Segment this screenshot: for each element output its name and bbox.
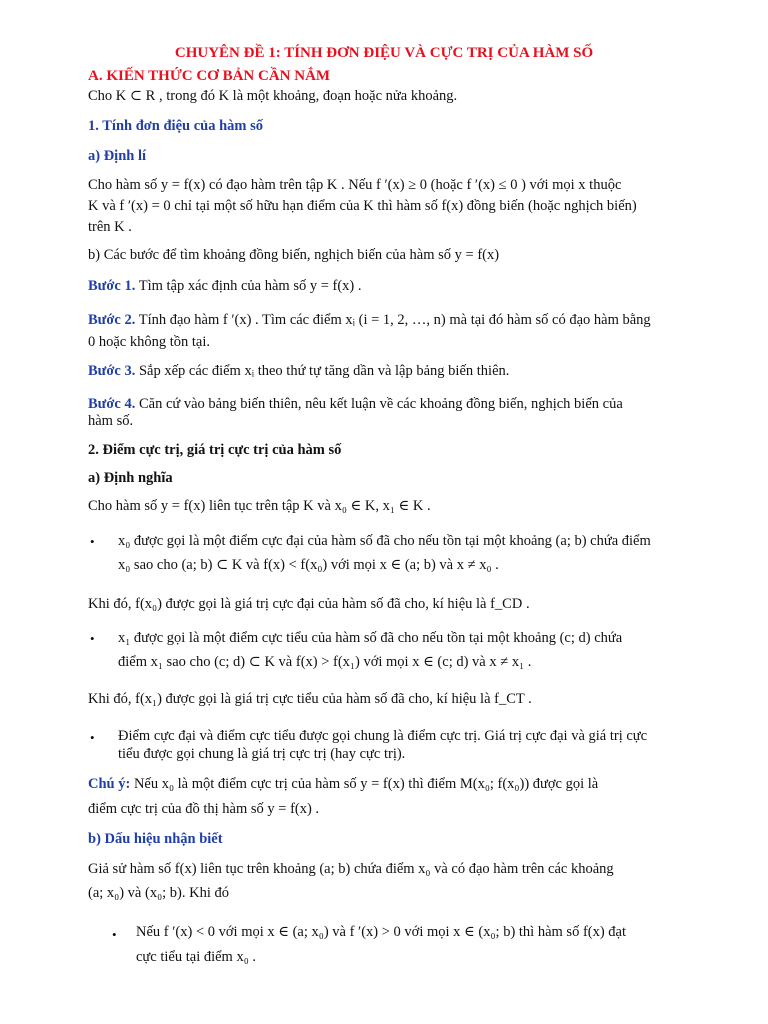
step-4-text: Căn cứ vào bảng biến thiên, nêu kết luận về các khoảng đồng biến, nghịch biến của	[138, 396, 623, 412]
step-1-label: Bước 1.	[88, 278, 136, 294]
bullet-1-line-2: x₀ sao cho (a; b) ⊂ K và f(x) < f(x₀) với mọi x ∈ (a; b) và x ≠ x₀ .	[118, 557, 499, 573]
theorem-line-3: trên K .	[88, 219, 132, 235]
step-4	[88, 395, 623, 413]
heading-2: 2. Điểm cực trị, giá trị cực trị của hàm số	[88, 442, 342, 458]
step-3	[88, 362, 509, 380]
intro-text: Cho K ⊂ R , trong đó K là một khoảng, đoạn hoặc nửa khoảng.	[88, 88, 458, 104]
bullet-1-line-1: x₀ được gọi là một điểm cực đại của hàm số đã cho nếu tồn tại một khoảng (a; b) chứa điểm	[118, 533, 651, 549]
khi-do-1: Khi đó, f(x₀) được gọi là giá trị cực đại của hàm số đã cho, kí hiệu là f_CD .	[88, 596, 530, 612]
step-1-text: Tìm tập xác định của hàm số y = f(x) .	[138, 278, 362, 294]
theorem-line-1: Cho hàm số y = f(x) có đạo hàm trên tập K . Nếu f ′(x) ≥ 0 (hoặc f ′(x) ≤ 0 ) với mọi x thuộc	[88, 177, 622, 193]
bullet-4: •	[112, 927, 117, 942]
step-2-line-2: 0 hoặc không tồn tại.	[88, 334, 211, 350]
heading-2a: a) Định nghĩa	[88, 470, 173, 486]
step-3-label: Bước 3.	[88, 363, 136, 379]
bullet-3-line-1: Điểm cực đại và điểm cực tiểu được gọi chung là điểm cực trị. Giá trị cực đại và giá trị cực	[118, 728, 648, 744]
note-line-2: điểm cực trị của đồ thị hàm số y = f(x) .	[88, 801, 320, 817]
bullet-3-line-2: tiểu được gọi chung là giá trị cực trị (hay cực trị).	[118, 746, 406, 762]
bullet-2-line-2: điểm x₁ sao cho (c; d) ⊂ K và f(x) > f(x₁) với mọi x ∈ (c; d) và x ≠ x₁ .	[118, 654, 532, 670]
step-2-text: Tính đạo hàm f ′(x) . Tìm các điểm xᵢ (i = 1, 2, …, n) mà tại đó hàm số có đạo hàm bằng	[138, 312, 651, 328]
document-title: CHUYÊN ĐỀ 1: TÍNH ĐƠN ĐIỆU VÀ CỰC TRỊ CỦA HÀM SỐ	[174, 45, 594, 61]
khi-do-2: Khi đó, f(x₁) được gọi là giá trị cực tiểu của hàm số đã cho, kí hiệu là f_CT .	[88, 691, 532, 707]
definition-intro: Cho hàm số y = f(x) liên tục trên tập K và x₀ ∈ K, x₁ ∈ K .	[88, 498, 431, 514]
section-a-heading: A. KIẾN THỨC CƠ BẢN CẦN NẮM	[88, 68, 331, 84]
heading-1a: a) Định lí	[88, 148, 147, 164]
step-4-line-2: hàm số.	[88, 413, 134, 429]
sign-line-1: Giả sử hàm số f(x) liên tục trên khoảng (a; b) chứa điểm x₀ và có đạo hàm trên các khoảng	[88, 861, 614, 877]
step-2	[88, 311, 651, 329]
step-3-text: Sắp xếp các điểm xᵢ theo thứ tự tăng dần và lập bảng biến thiên.	[138, 363, 510, 379]
step-1	[88, 277, 362, 295]
bullet-2-line-1: x₁ được gọi là một điểm cực tiểu của hàm số đã cho nếu tồn tại một khoảng (c; d) chứa	[118, 630, 623, 646]
theorem-line-2: K và f ′(x) = 0 chỉ tại một số hữu hạn điểm của K thì hàm số f(x) đồng biến (hoặc nghịch biến)	[88, 198, 637, 214]
note-text: Nếu x₀ là một điểm cực trị của hàm số y = f(x) thì điểm M(x₀; f(x₀)) được gọi là	[133, 776, 599, 792]
heading-1b: b) Các bước để tìm khoảng đồng biến, nghịch biến của hàm số y = f(x)	[88, 247, 500, 263]
bullet-2: •	[90, 631, 95, 646]
step-2-label: Bước 2.	[88, 312, 136, 328]
sign-line-2: (a; x₀) và (x₀; b). Khi đó	[88, 885, 229, 901]
note-label: Chú ý:	[88, 776, 131, 792]
bullet-4-line-2: cực tiểu tại điểm x₀ .	[136, 949, 257, 965]
bullet-3: •	[90, 730, 95, 745]
heading-2b: b) Dấu hiệu nhận biết	[88, 831, 223, 847]
heading-1: 1. Tính đơn điệu của hàm số	[88, 118, 263, 134]
step-4-label: Bước 4.	[88, 396, 136, 412]
note	[88, 775, 598, 793]
bullet-1: •	[90, 534, 95, 549]
bullet-4-line-1: Nếu f ′(x) < 0 với mọi x ∈ (a; x₀) và f ′(x) > 0 với mọi x ∈ (x₀; b) thì hàm số f(x) đạt	[136, 924, 627, 940]
